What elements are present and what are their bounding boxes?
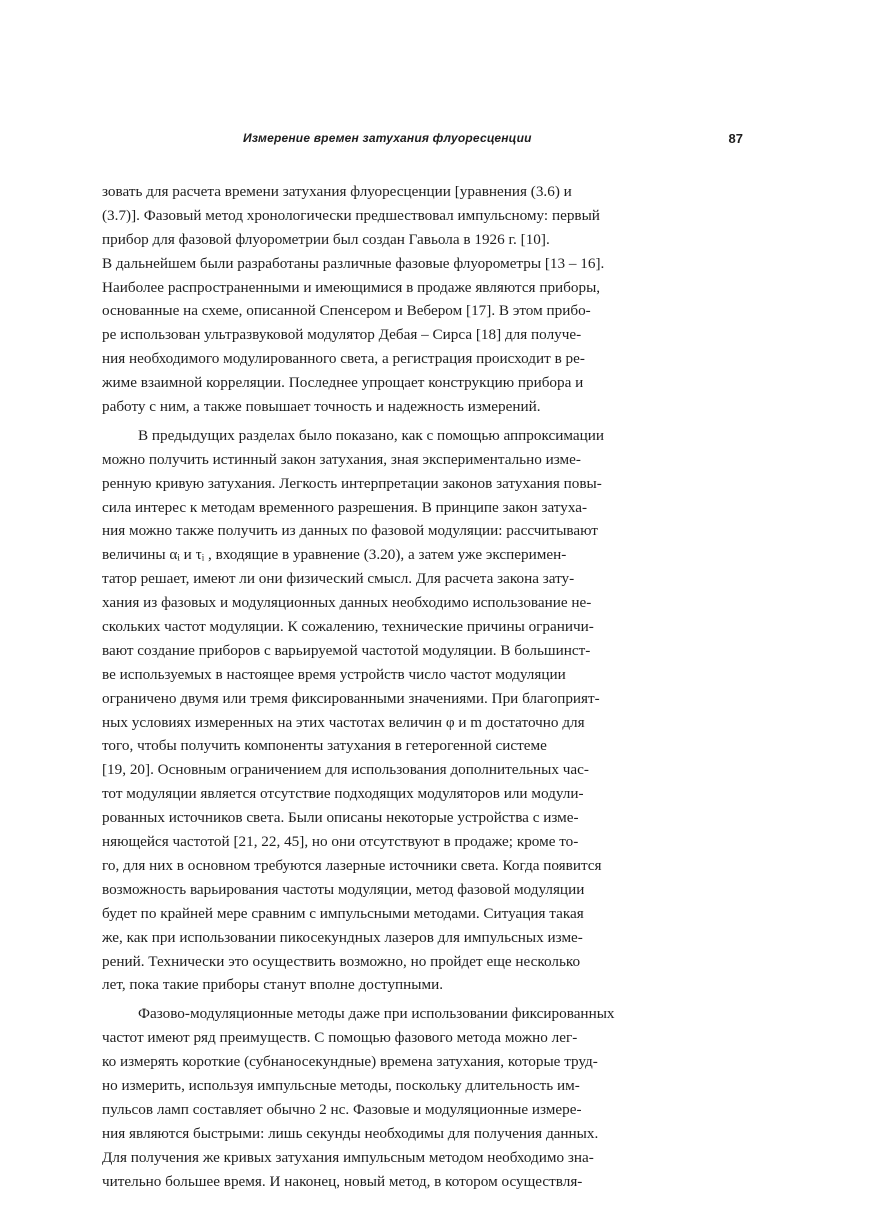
text-line: скольких частот модуляции. К сожалению, технические причины ограничи- — [102, 618, 594, 636]
running-header — [243, 131, 743, 151]
text-line: сила интерес к методам временного разрешения. В принципе закон затуха- — [102, 498, 588, 516]
text-line: основанные на схеме, описанной Спенсером и Вебером [17]. В этом прибо- — [102, 302, 591, 320]
text-line: ных условиях измеренных на этих частотах величин φ и m достаточно для — [102, 713, 585, 731]
text-line: будет по крайней мере сравним с импульсными методами. Ситуация такая — [102, 904, 584, 922]
text-line: (3.7)]. Фазовый метод хронологически предшествовал импульсному: первый — [102, 206, 600, 224]
text-line: же, как при использовании пикосекундных лазеров для импульсных изме- — [102, 928, 583, 946]
body-text — [102, 180, 742, 1198]
text-line: [19, 20]. Основным ограничением для использования дополнительных час- — [102, 761, 589, 779]
paragraph-3 — [102, 1002, 742, 1193]
text-line: возможность варьирования частоты модуляции, метод фазовой модуляции — [102, 880, 585, 898]
text-line: ния можно также получить из данных по фазовой модуляции: рассчитывают — [102, 522, 598, 540]
text-line: го, для них в основном требуются лазерные источники света. Когда появится — [102, 856, 602, 874]
text-line: вают создание приборов с варьируемой частотой модуляции. В большинст- — [102, 641, 591, 659]
text-line: В дальнейшем были разработаны различные фазовые флуорометры [13 – 16]. — [102, 254, 605, 272]
text-line: можно получить истинный закон затухания, зная экспериментально изме- — [102, 450, 581, 468]
text-line: ве используемых в настоящее время устройств число частот модуляции — [102, 665, 566, 683]
text-line: рованных источников света. Были описаны некоторые устройства с изме- — [102, 809, 579, 827]
paragraph-2 — [102, 424, 742, 997]
text-line: Наиболее распространенными и имеющимися в продаже являются приборы, — [102, 278, 601, 296]
text-line: величины αᵢ и τᵢ , входящие в уравнение (3.20), а затем уже эксперимен- — [102, 546, 567, 564]
text-line: рений. Технически это осуществить возможно, но пройдет еще несколько — [102, 952, 581, 970]
text-line: ния являются быстрыми: лишь секунды необходимы для получения данных. — [102, 1124, 599, 1142]
running-title: Измерение времен затухания флуоресценции — [243, 131, 532, 145]
text-line: чительно большее время. И наконец, новый метод, в котором осуществля- — [102, 1172, 583, 1190]
text-line: В предыдущих разделах было показано, как с помощью аппроксимации — [138, 426, 604, 444]
text-line: ния необходимого модулированного света, а регистрация происходит в ре- — [102, 350, 585, 368]
text-line: Для получения же кривых затухания импульсным методом необходимо зна- — [102, 1148, 594, 1166]
text-line: ограничено двумя или тремя фиксированными значениями. При благоприят- — [102, 689, 600, 707]
text-line: жиме взаимной корреляции. Последнее упрощает конструкцию прибора и — [102, 374, 584, 392]
text-line: ко измерять короткие (субнаносекундные) времена затухания, которые труд- — [102, 1053, 598, 1071]
text-line: лет, пока такие приборы станут вполне доступными. — [102, 976, 444, 994]
text-line: ренную кривую затухания. Легкость интерпретации законов затухания повы- — [102, 474, 602, 492]
paragraph-1 — [102, 180, 742, 419]
text-line: работу с ним, а также повышает точность и надежность измерений. — [102, 398, 541, 416]
text-line: ре использован ультразвуковой модулятор Дебая – Сирса [18] для получе- — [102, 326, 582, 344]
text-line: частот имеют ряд преимуществ. С помощью фазового метода можно лег- — [102, 1029, 578, 1047]
text-line: но измерить, используя импульсные методы, поскольку длительность им- — [102, 1076, 580, 1094]
text-line: тот модуляции является отсутствие подходящих модуляторов или модули- — [102, 785, 584, 803]
text-line: Фазово-модуляционные методы даже при использовании фиксированных — [138, 1005, 615, 1023]
text-line: того, чтобы получить компоненты затухания в гетерогенной системе — [102, 737, 547, 755]
text-line: хания из фазовых и модуляционных данных необходимо использование не- — [102, 594, 592, 612]
text-line: зовать для расчета времени затухания флуоресценции [уравнения (3.6) и — [102, 183, 572, 200]
text-line: татор решает, имеют ли они физический смысл. Для расчета закона зату- — [102, 570, 575, 588]
text-line: прибор для фазовой флуорометрии был создан Гавьола в 1926 г. [10]. — [102, 230, 550, 248]
text-line: няющейся частотой [21, 22, 45], но они отсутствуют в продаже; кроме то- — [102, 833, 579, 851]
page-number: 87 — [728, 131, 743, 146]
text-line: пульсов ламп составляет обычно 2 нс. Фазовые и модуляционные измере- — [102, 1100, 582, 1118]
